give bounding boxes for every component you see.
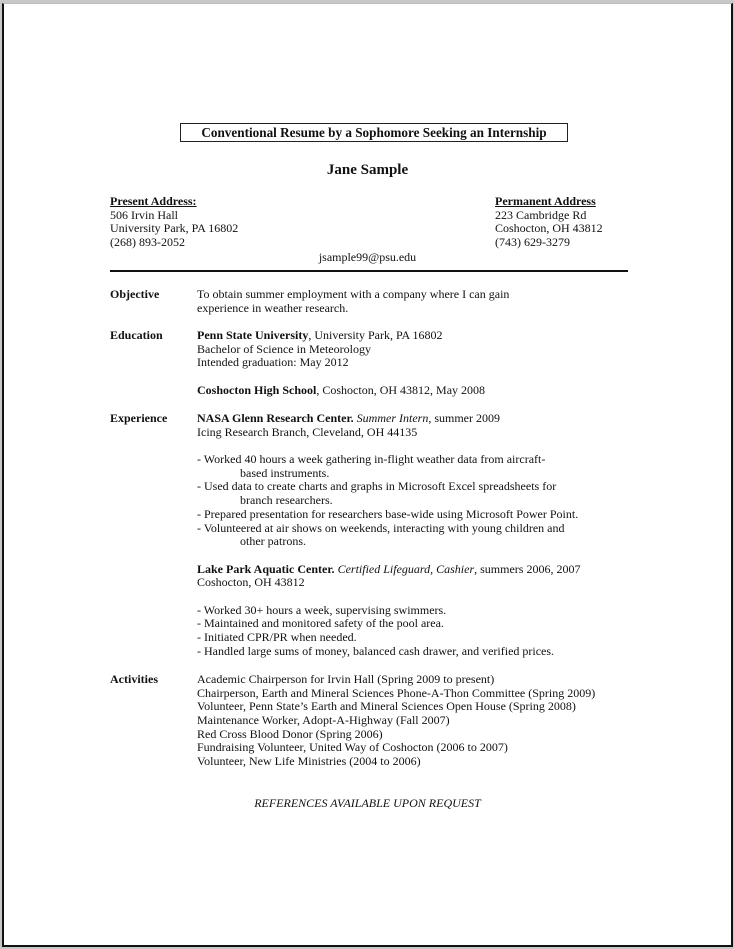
permanent-address-phone: (743) 629-3279 (495, 234, 570, 249)
job-bullet: - Handled large sums of money, balanced cash drawer, and verified prices. (197, 643, 555, 658)
objective-line: experience in weather research. (197, 300, 349, 315)
employer: NASA Glenn Research Center. (197, 411, 354, 425)
job-bullet: - Maintained and monitored safety of the pool area. (197, 616, 444, 631)
job-bullet: - Initiated CPR/PR when needed. (197, 630, 357, 644)
job-title: Summer Intern (356, 411, 429, 425)
school-location: , Coshocton, OH 43812, May 2008 (316, 382, 486, 397)
job-title: Certified Lifeguard, Cashier (337, 561, 475, 576)
school-entry (197, 329, 485, 343)
references-note: REFERENCES AVAILABLE UPON REQUEST (254, 796, 481, 810)
graduation-date: Intended graduation: May 2012 (197, 355, 349, 370)
education-content (197, 329, 485, 397)
job-dates: , summers 2006, 2007 (474, 561, 581, 576)
school-entry (197, 384, 485, 398)
permanent-address-header: Permanent Address (495, 194, 596, 208)
school-name: Coshocton High School (197, 382, 317, 397)
activity-item: Volunteer, Penn State’s Earth and Mineral Sciences Open House (Spring 2008) (197, 699, 576, 714)
document-title: Conventional Resume by a Sophomore Seeking an Internship (180, 123, 568, 142)
permanent-address-line: 223 Cambridge Rd (495, 207, 587, 222)
school-location: , University Park, PA 16802 (308, 328, 443, 342)
job-bullet: - Volunteered at air shows on weekends, interacting with young children and (197, 520, 565, 535)
activity-item: Academic Chairperson for Irvin Hall (Spring 2009 to present) (197, 672, 495, 686)
job-heading (197, 563, 580, 577)
header-divider (110, 270, 628, 272)
present-address-header: Present Address: (110, 194, 197, 208)
job-bullet-continuation: other patrons. (240, 534, 306, 549)
job-location: Coshocton, OH 43812 (197, 575, 305, 590)
section-label-activities: Activities (110, 672, 158, 686)
job-location: Icing Research Branch, Cleveland, OH 44135 (197, 424, 418, 439)
present-address (110, 195, 238, 249)
objective-text (197, 288, 509, 315)
experience-content (197, 412, 580, 658)
job-bullet: - Used data to create charts and graphs in Microsoft Excel spreadsheets for (197, 479, 557, 494)
job-bullet: - Worked 30+ hours a week, supervising swimmers. (197, 602, 447, 617)
candidate-name: Jane Sample (326, 162, 409, 178)
job-bullet-continuation: branch researchers. (240, 493, 333, 508)
activity-item: Volunteer, New Life Ministries (2004 to 2006) (197, 754, 421, 769)
activity-item: Red Cross Blood Donor (Spring 2006) (197, 726, 383, 741)
section-label-education: Education (110, 328, 163, 342)
activities-list (197, 673, 595, 769)
present-address-line: 506 Irvin Hall (110, 207, 178, 222)
school-name: Penn State University (197, 328, 309, 342)
degree: Bachelor of Science in Meteorology (197, 341, 371, 356)
activity-item: Chairperson, Earth and Mineral Sciences Phone-A-Thon Committee (Spring 2009) (197, 685, 596, 700)
activity-item: Maintenance Worker, Adopt-A-Highway (Fall 2007) (197, 713, 450, 728)
employer: Lake Park Aquatic Center. (197, 561, 335, 576)
permanent-address-line: Coshocton, OH 43812 (495, 221, 603, 236)
section-label-experience: Experience (110, 411, 168, 425)
permanent-address (495, 195, 603, 249)
present-address-line: University Park, PA 16802 (110, 221, 239, 236)
job-bullet-continuation: based instruments. (240, 465, 330, 480)
job-bullet: - Prepared presentation for researchers base-wide using Microsoft Power Point. (197, 506, 579, 521)
resume-page (2, 3, 733, 947)
email-address: jsample99@psu.edu (318, 250, 417, 264)
objective-line: To obtain summer employment with a company where I can gain (197, 287, 510, 301)
activity-item: Fundraising Volunteer, United Way of Coshocton (2006 to 2007) (197, 740, 508, 755)
job-bullet: - Worked 40 hours a week gathering in-flight weather data from aircraft- (197, 452, 546, 467)
present-address-phone: (268) 893-2052 (110, 234, 185, 249)
job-dates: , summer 2009 (428, 411, 500, 425)
job-heading (197, 412, 580, 426)
section-label-objective: Objective (110, 287, 160, 301)
